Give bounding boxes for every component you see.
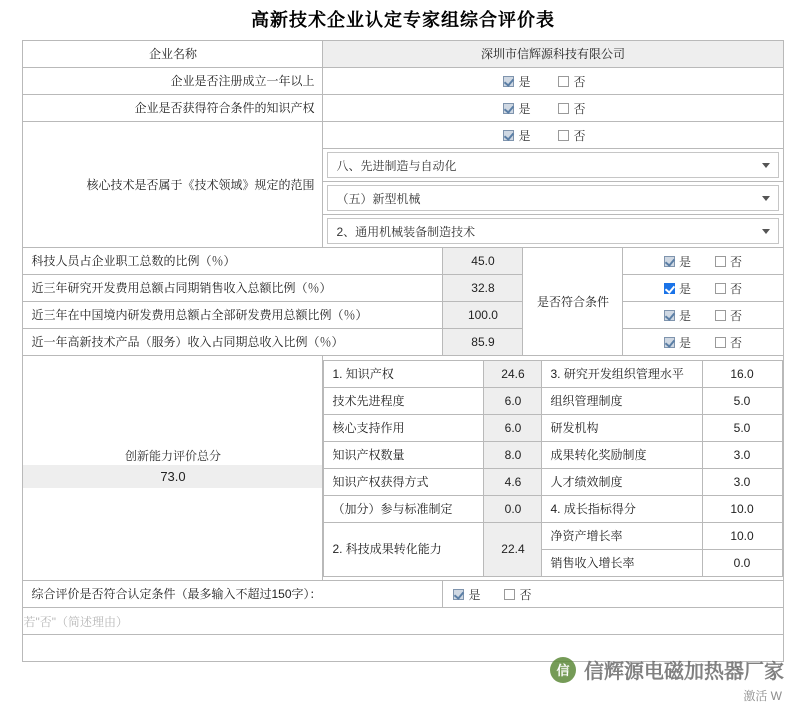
indicator-1-radio-group [623, 275, 782, 301]
conclusion-no-label: 否 [519, 587, 532, 602]
left-item-6-value: 22.4 [501, 542, 525, 556]
table-row [324, 468, 782, 495]
indicator-0-label-cell [23, 248, 443, 275]
question-0-options-cell [323, 68, 783, 95]
reason-placeholder: 若"否"（简述理由） [23, 614, 128, 629]
core-tech-yes-label: 是 [518, 128, 531, 143]
core-tech-radio-group [323, 122, 782, 148]
watermark-text: 信辉源电磁加热器厂家 [584, 661, 784, 683]
table-row [23, 329, 783, 356]
indicator-1-value: 32.8 [471, 281, 495, 295]
company-label: 企业名称 [148, 47, 197, 61]
conclusion-radio-group [443, 581, 782, 607]
indicator-3-radio-group [623, 329, 782, 355]
indicator-0-yes[interactable] [664, 253, 691, 270]
conclusion-no[interactable] [504, 586, 531, 603]
left-item-0-value-cell [484, 360, 542, 387]
left-item-6-value-cell [484, 522, 542, 576]
indicator-3-yes-label: 是 [678, 335, 691, 350]
checkbox-checked-icon[interactable] [664, 337, 675, 348]
indicator-0-no[interactable] [715, 253, 742, 270]
chevron-down-icon[interactable] [762, 229, 770, 234]
question-0-no-label: 否 [573, 74, 586, 89]
activation-notice: 激活 W [743, 689, 782, 703]
table-row [23, 248, 783, 275]
left-item-1-label: 技术先进程度 [332, 393, 405, 408]
left-item-2-label-cell [324, 414, 484, 441]
right-item-7-value-cell [702, 549, 782, 576]
evaluation-form [22, 40, 783, 662]
conclusion-label: 综合评价是否符合认定条件（最多输入不超过150字）： [31, 587, 322, 601]
core-tech-select-2-cell [323, 215, 783, 248]
conclusion-yes-label: 是 [468, 587, 481, 602]
company-value: 深圳市信辉源科技有限公司 [480, 47, 625, 61]
indicator-2-no-label: 否 [729, 308, 742, 323]
right-item-4-value: 3.0 [733, 474, 751, 489]
table-row [324, 495, 782, 522]
tech-subfield-select[interactable] [327, 185, 778, 211]
indicator-3-label: 近一年高新技术产品（服务）收入占同期总收入比例（％） [31, 335, 344, 349]
question-1-yes-label: 是 [518, 101, 531, 116]
score-detail-cell [323, 356, 783, 581]
score-summary-cell [23, 356, 323, 581]
question-0-label: 企业是否注册成立一年以上 [170, 74, 315, 88]
table-row [324, 441, 782, 468]
right-item-0-label: 3. 研究开发组织管理水平 [550, 366, 684, 381]
checkbox-checked-icon[interactable] [664, 256, 675, 267]
indicator-0-radio-group [623, 248, 782, 274]
right-item-5-label-cell [542, 495, 702, 522]
conclusion-label-cell [23, 581, 443, 608]
indicator-0-value-cell [443, 248, 523, 275]
score-detail-table [323, 360, 782, 577]
question-1-no[interactable] [558, 100, 585, 117]
table-row [324, 522, 782, 549]
indicator-3-value-cell [443, 329, 523, 356]
indicator-0-no-label: 否 [729, 254, 742, 269]
checkbox-icon[interactable] [558, 76, 569, 87]
right-item-5-value-cell [702, 495, 782, 522]
page-title: 高新技术企业认定专家组综合评价表 [251, 10, 555, 30]
checkbox-checked-icon[interactable] [503, 130, 514, 141]
indicator-1-yes-label: 是 [678, 281, 691, 296]
left-item-0-label-cell [324, 360, 484, 387]
right-item-2-label: 研发机构 [550, 420, 599, 435]
core-tech-label: 核心技术是否属于《技术领域》规定的范围 [86, 177, 315, 192]
core-tech-no-label: 否 [573, 128, 586, 143]
core-tech-label-cell [23, 122, 323, 248]
table-row [23, 356, 783, 581]
table-row [23, 302, 783, 329]
indicator-2-value: 100.0 [467, 308, 498, 322]
left-item-3-value-cell [484, 441, 542, 468]
right-item-4-value-cell [702, 468, 782, 495]
right-item-4-label: 人才绩效制度 [550, 474, 623, 489]
right-item-3-value: 3.0 [733, 447, 751, 462]
right-item-5-label: 4. 成长指标得分 [550, 501, 636, 516]
score-summary-total: 73.0 [23, 465, 322, 488]
left-item-3-value: 8.0 [504, 447, 522, 462]
reason-input[interactable] [23, 608, 783, 635]
right-item-2-value: 5.0 [733, 420, 751, 435]
checkbox-checked-icon[interactable] [664, 283, 675, 294]
indicator-1-no[interactable] [715, 280, 742, 297]
table-row [23, 68, 783, 95]
core-tech-no[interactable] [558, 127, 585, 144]
tech-subfield-select-value: （五）新型机械 [336, 191, 421, 206]
right-item-6-value-cell [702, 522, 782, 549]
question-0-yes[interactable] [503, 73, 530, 90]
left-item-5-label-cell [324, 495, 484, 522]
right-item-3-label: 成果转化奖励制度 [550, 447, 647, 462]
indicator-1-no-label: 否 [729, 281, 742, 296]
question-1-label: 企业是否获得符合条件的知识产权 [134, 101, 315, 115]
tech-field-select-value: 八、先进制造与自动化 [336, 158, 457, 173]
indicator-0-yes-label: 是 [678, 254, 691, 269]
right-item-7-label-cell [542, 549, 702, 576]
left-item-0-value: 24.6 [501, 366, 525, 381]
left-item-6-label-cell [324, 522, 484, 576]
score-summary-label: 创新能力评价总分 [124, 449, 221, 463]
left-item-5-value-cell [484, 495, 542, 522]
indicator-1-label: 近三年研究开发费用总额占同期销售收入总额比例（％） [31, 281, 332, 295]
table-row [23, 608, 783, 635]
core-tech-yes[interactable] [503, 127, 530, 144]
left-item-1-value-cell [484, 387, 542, 414]
condition-header: 是否符合条件 [536, 294, 609, 309]
indicator-2-value-cell [443, 302, 523, 329]
left-item-2-label: 核心支持作用 [332, 420, 405, 435]
indicator-2-label: 近三年在中国境内研发费用总额占全部研发费用总额比例（％） [31, 308, 368, 322]
indicator-1-value-cell [443, 275, 523, 302]
watermark [550, 655, 784, 684]
chevron-down-icon[interactable] [762, 163, 770, 168]
indicator-3-options-cell [623, 329, 783, 356]
indicator-0-value: 45.0 [471, 254, 495, 268]
tech-field-select[interactable] [327, 152, 778, 178]
chevron-down-icon[interactable] [762, 196, 770, 201]
conclusion-yes[interactable] [453, 586, 480, 603]
right-item-1-value: 5.0 [733, 393, 751, 408]
indicator-3-value: 85.9 [471, 335, 495, 349]
question-1-radio-group [323, 95, 782, 121]
table-row [23, 41, 783, 68]
conclusion-options-cell [443, 581, 783, 608]
indicator-0-label: 科技人员占企业职工总数的比例（％） [31, 254, 236, 268]
checkbox-checked-icon[interactable] [453, 589, 464, 600]
left-item-4-value-cell [484, 468, 542, 495]
indicator-1-yes[interactable] [664, 280, 691, 297]
indicator-2-radio-group [623, 302, 782, 328]
left-item-4-label: 知识产权获得方式 [332, 474, 429, 489]
question-1-options-cell [323, 95, 783, 122]
checkbox-icon[interactable] [715, 337, 726, 348]
indicator-1-options-cell [623, 275, 783, 302]
question-0-no[interactable] [558, 73, 585, 90]
right-item-0-value: 16.0 [730, 366, 754, 381]
right-item-6-value: 10.0 [730, 528, 754, 543]
right-item-1-label: 组织管理制度 [550, 393, 623, 408]
table-row [23, 122, 783, 149]
question-0-yes-label: 是 [518, 74, 531, 89]
indicator-2-options-cell [623, 302, 783, 329]
left-item-2-value-cell [484, 414, 542, 441]
indicator-2-label-cell [23, 302, 443, 329]
checkbox-icon[interactable] [715, 256, 726, 267]
right-item-2-label-cell [542, 414, 702, 441]
question-1-yes[interactable] [503, 100, 530, 117]
checkbox-icon[interactable] [715, 283, 726, 294]
right-item-1-label-cell [542, 387, 702, 414]
question-1-no-label: 否 [573, 101, 586, 116]
indicator-2-yes-label: 是 [678, 308, 691, 323]
indicator-2-no[interactable] [715, 307, 742, 324]
left-item-4-label-cell [324, 468, 484, 495]
left-item-6-label: 2. 科技成果转化能力 [332, 542, 442, 556]
indicator-3-yes[interactable] [664, 334, 691, 351]
condition-header-cell [523, 248, 623, 356]
checkbox-checked-icon[interactable] [664, 310, 675, 321]
right-item-6-label: 净资产增长率 [550, 528, 623, 543]
tech-detail-select[interactable] [327, 218, 778, 244]
right-item-2-value-cell [702, 414, 782, 441]
left-item-2-value: 6.0 [504, 420, 522, 435]
checkbox-icon[interactable] [558, 130, 569, 141]
table-row [23, 275, 783, 302]
right-item-7-label: 销售收入增长率 [550, 555, 635, 570]
brand-logo-icon: 信 [550, 657, 576, 683]
left-item-1-value: 6.0 [504, 393, 522, 408]
right-item-5-value: 10.0 [730, 501, 754, 516]
right-item-3-label-cell [542, 441, 702, 468]
left-item-5-value: 0.0 [504, 501, 522, 516]
table-row [23, 95, 783, 122]
core-tech-select-0-cell [323, 149, 783, 182]
company-value-cell [323, 41, 783, 68]
table-row [324, 414, 782, 441]
indicator-1-label-cell [23, 275, 443, 302]
checkbox-icon[interactable] [558, 103, 569, 114]
core-tech-select-1-cell [323, 182, 783, 215]
indicator-3-no-label: 否 [729, 335, 742, 350]
right-item-4-label-cell [542, 468, 702, 495]
question-0-radio-group [323, 68, 782, 94]
left-item-4-value: 4.6 [504, 474, 522, 489]
right-item-1-value-cell [702, 387, 782, 414]
right-item-3-value-cell [702, 441, 782, 468]
table-row [324, 387, 782, 414]
tech-detail-select-value: 2、通用机械装备制造技术 [336, 224, 476, 239]
question-1-label-cell [23, 95, 323, 122]
left-item-5-label: （加分）参与标准制定 [332, 501, 453, 516]
question-0-label-cell [23, 68, 323, 95]
right-item-6-label-cell [542, 522, 702, 549]
left-item-3-label: 知识产权数量 [332, 447, 405, 462]
checkbox-checked-icon[interactable] [503, 103, 514, 114]
checkbox-icon[interactable] [715, 310, 726, 321]
left-item-0-label: 1. 知识产权 [332, 366, 394, 381]
right-item-0-value-cell [702, 360, 782, 387]
checkbox-checked-icon[interactable] [503, 76, 514, 87]
left-item-1-label-cell [324, 387, 484, 414]
table-row [324, 360, 782, 387]
right-item-7-value: 0.0 [733, 555, 751, 570]
indicator-3-label-cell [23, 329, 443, 356]
left-item-3-label-cell [324, 441, 484, 468]
core-tech-options-cell [323, 122, 783, 149]
indicator-2-yes[interactable] [664, 307, 691, 324]
company-label-cell [23, 41, 323, 68]
indicator-0-options-cell [623, 248, 783, 275]
checkbox-icon[interactable] [504, 589, 515, 600]
indicator-3-no[interactable] [715, 334, 742, 351]
table-row [23, 581, 783, 608]
right-item-0-label-cell [542, 360, 702, 387]
